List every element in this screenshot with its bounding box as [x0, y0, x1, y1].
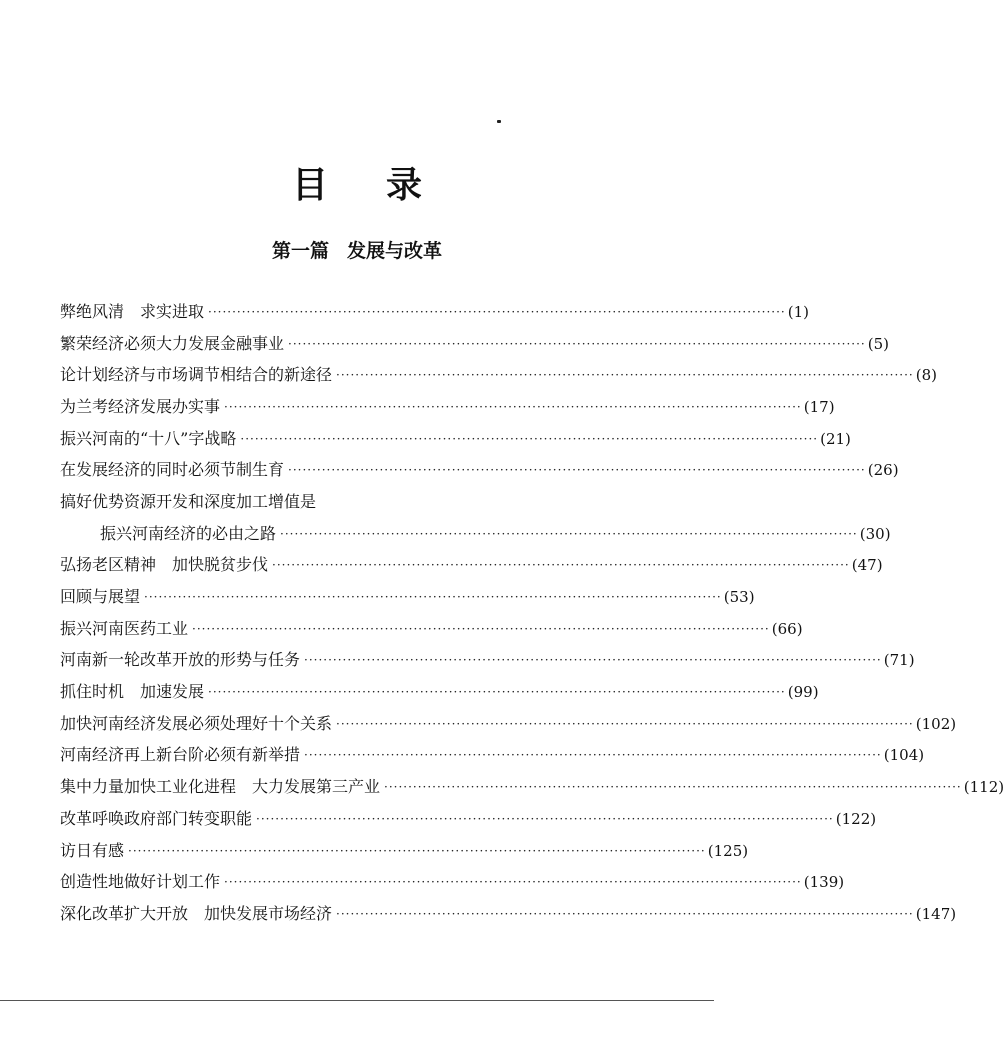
toc-entry-page: (1)	[787, 302, 809, 321]
toc-entry-title: 振兴河南的“十八”字战略	[60, 428, 237, 448]
dot-leader: ························································································································	[288, 463, 866, 478]
toc-entry-title: 振兴河南经济的必由之路	[100, 523, 277, 543]
toc-entry[interactable]	[60, 645, 915, 677]
toc-entry-title: 弘扬老区精神 加快脱贫步伐	[60, 555, 269, 575]
toc-entry-page: (26)	[867, 461, 899, 480]
toc-entry-title: 搞好优势资源开发和深度加工增值是	[60, 491, 317, 511]
toc-entry-page: (139)	[803, 873, 845, 892]
toc-entry-page: (53)	[723, 588, 755, 607]
bottom-rule	[0, 1000, 714, 1001]
dot-leader: ························································································································	[208, 304, 786, 319]
toc-entry-page: (122)	[835, 809, 877, 828]
toc-entry[interactable]	[60, 359, 937, 391]
dot-leader: ························································································································	[256, 811, 834, 826]
dot-leader: ························································································································	[208, 685, 786, 700]
toc-entry[interactable]	[60, 550, 883, 582]
toc-entry-title: 繁荣经济必须大力发展金融事业	[60, 333, 285, 353]
toc-entry[interactable]	[60, 708, 957, 740]
toc-entry-page: (17)	[803, 397, 835, 416]
toc-entry-page: (8)	[915, 366, 937, 385]
toc-entry-title: 回顾与展望	[60, 587, 141, 607]
toc-entry-title: 集中力量加快工业化进程 大力发展第三产业	[60, 777, 381, 797]
toc-entry[interactable]	[60, 866, 845, 898]
toc-entry-page: (112)	[963, 778, 1004, 797]
toc-entry-page: (71)	[883, 651, 915, 670]
toc-entry[interactable]	[60, 423, 851, 455]
toc-entry-title: 创造性地做好计划工作	[60, 872, 221, 892]
dot-leader: ························································································································	[144, 590, 722, 605]
dot-leader: ························································································································	[224, 399, 802, 414]
toc-entry-title: 河南新一轮改革开放的形势与任务	[60, 650, 301, 670]
toc-entry[interactable]	[60, 296, 809, 328]
toc-entry-title: 弊绝风清 求实进取	[60, 301, 205, 321]
title-char-2: 录	[386, 165, 423, 206]
toc-entry-page: (99)	[787, 683, 819, 702]
dot-leader: ························································································································	[224, 875, 802, 890]
dot-leader: ························································································································	[272, 558, 850, 573]
dot-leader: ························································································································	[304, 653, 882, 668]
dot-leader: ························································································································	[304, 748, 882, 763]
dot-leader: ························································································································	[384, 780, 962, 795]
toc-entry-page: (21)	[820, 429, 851, 448]
toc-entry-page: (47)	[851, 556, 883, 575]
toc-entry[interactable]	[60, 454, 899, 486]
toc-entry-page: (102)	[915, 714, 957, 733]
toc-entry[interactable]	[60, 771, 1004, 803]
dot-leader: ························································································································	[336, 906, 914, 921]
toc-entry[interactable]	[60, 835, 749, 867]
toc-entry-page: (104)	[883, 746, 925, 765]
toc-list	[60, 296, 1004, 930]
toc-entry-first-line[interactable]	[60, 486, 600, 518]
toc-entry[interactable]	[60, 391, 835, 423]
toc-entry-page: (66)	[771, 619, 803, 638]
toc-entry[interactable]	[60, 803, 877, 835]
toc-entry-title: 为兰考经济发展办实事	[60, 396, 221, 416]
part-heading	[0, 236, 714, 263]
toc-entry-title: 加快河南经济发展必须处理好十个关系	[60, 713, 333, 733]
toc-entry[interactable]	[60, 740, 925, 772]
toc-entry-title: 振兴河南医药工业	[60, 618, 189, 638]
title-char-1: 目	[291, 165, 328, 206]
toc-entry-title: 河南经济再上新台阶必须有新举措	[60, 745, 301, 765]
toc-entry[interactable]	[60, 328, 889, 360]
dot-leader: ························································································································	[288, 336, 866, 351]
toc-entry-title: 抓住时机 加速发展	[60, 682, 205, 702]
dot-leader: ························································································································	[192, 621, 770, 636]
toc-entry-title: 深化改革扩大开放 加快发展市场经济	[60, 903, 333, 923]
toc-entry-page: (125)	[707, 841, 749, 860]
toc-entry[interactable]	[60, 898, 957, 930]
toc-entry-continuation[interactable]	[60, 518, 891, 550]
dot-leader: ························································································································	[336, 716, 914, 731]
toc-entry[interactable]	[60, 676, 819, 708]
toc-entry-title: 访日有感	[60, 840, 125, 860]
page-title	[0, 157, 714, 208]
toc-entry[interactable]	[60, 581, 755, 613]
toc-entry-title: 在发展经济的同时必须节制生育	[60, 460, 285, 480]
dot-leader: ························································································································	[336, 368, 914, 383]
dot-leader: ························································································································	[280, 526, 858, 541]
toc-entry-page: (5)	[867, 334, 889, 353]
dot-leader: ························································································································	[240, 431, 819, 446]
ink-speck	[497, 120, 501, 123]
dot-leader: ························································································································	[128, 843, 706, 858]
toc-entry-title: 改革呼唤政府部门转变职能	[60, 808, 253, 828]
toc-entry-title: 论计划经济与市场调节相结合的新途径	[60, 365, 333, 385]
part-title: 发展与改革	[347, 240, 443, 262]
toc-entry-page: (147)	[915, 904, 957, 923]
toc-entry[interactable]	[60, 613, 803, 645]
toc-entry-page: (30)	[859, 524, 891, 543]
part-label: 第一篇	[271, 240, 329, 262]
